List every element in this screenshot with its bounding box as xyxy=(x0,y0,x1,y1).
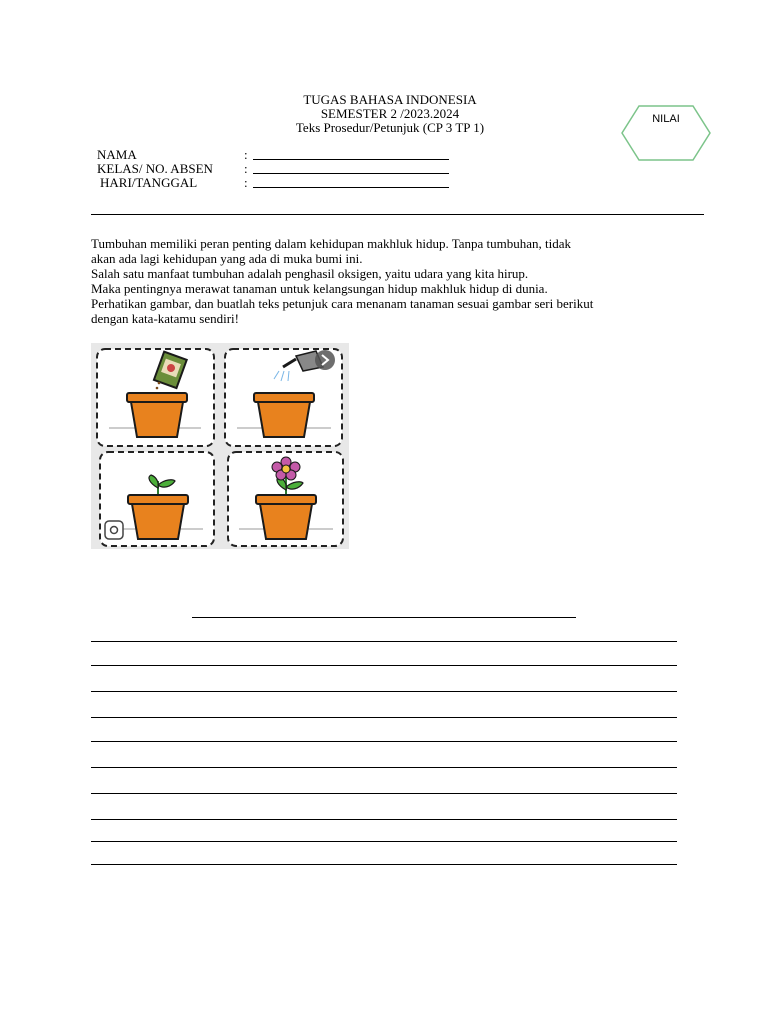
next-arrow-icon xyxy=(315,350,335,370)
writing-line[interactable] xyxy=(91,864,677,865)
instruction-line: dengan kata-katamu sendiri! xyxy=(91,311,239,326)
identity-colon: : xyxy=(244,147,248,162)
score-box xyxy=(620,104,712,162)
plant-sequence-illustration xyxy=(91,343,349,549)
pot-icon xyxy=(128,495,188,539)
date-blank[interactable] xyxy=(253,187,449,188)
instruction-line: Maka pentingnya merawat tanaman untuk kelangsungan hidup makhluk hidup di dunia. xyxy=(91,281,548,296)
semester-line: SEMESTER 2 /2023.2024 xyxy=(320,106,460,121)
writing-line[interactable] xyxy=(91,641,677,642)
answer-title-line[interactable] xyxy=(192,617,576,618)
pot-icon xyxy=(127,393,187,437)
writing-line[interactable] xyxy=(91,767,677,768)
class-number-blank[interactable] xyxy=(253,173,449,174)
score-label: NILAI xyxy=(652,113,680,125)
writing-line[interactable] xyxy=(91,793,677,794)
pot-icon xyxy=(256,495,316,539)
header-divider xyxy=(91,214,704,215)
identity-colon: : xyxy=(244,161,248,176)
writing-line[interactable] xyxy=(91,665,677,666)
more-icon xyxy=(109,360,124,363)
instruction-line: Perhatikan gambar, dan buatlah teks petunjuk cara menanam tanaman sesuai gambar seri berikut xyxy=(91,296,594,311)
writing-line[interactable] xyxy=(91,717,677,718)
writing-line[interactable] xyxy=(91,741,677,742)
instruction-line: akan ada lagi kehidupan yang ada di muka bumi ini. xyxy=(91,251,363,266)
lens-search-icon xyxy=(105,521,123,539)
writing-line[interactable] xyxy=(91,691,677,692)
identity-label: HARI/TANGGAL xyxy=(100,175,198,190)
writing-line[interactable] xyxy=(91,841,677,842)
instruction-paragraph xyxy=(91,236,691,326)
name-blank[interactable] xyxy=(253,159,449,160)
instruction-line: Salah satu manfaat tumbuhan adalah penghasil oksigen, yaitu udara yang kita hirup. xyxy=(91,266,529,281)
identity-label: NAMA xyxy=(97,147,137,162)
identity-label: KELAS/ NO. ABSEN xyxy=(97,161,213,176)
pot-icon xyxy=(254,393,314,437)
topic-line: Teks Prosedur/Petunjuk (CP 3 TP 1) xyxy=(295,120,485,135)
identity-colon: : xyxy=(244,175,248,190)
worksheet-title: TUGAS BAHASA INDONESIA xyxy=(303,92,477,107)
plant-sequence-image xyxy=(91,343,349,549)
writing-line[interactable] xyxy=(91,819,677,820)
instruction-line: Tumbuhan memiliki peran penting dalam kehidupan makhluk hidup. Tanpa tumbuhan, tidak xyxy=(91,236,572,251)
